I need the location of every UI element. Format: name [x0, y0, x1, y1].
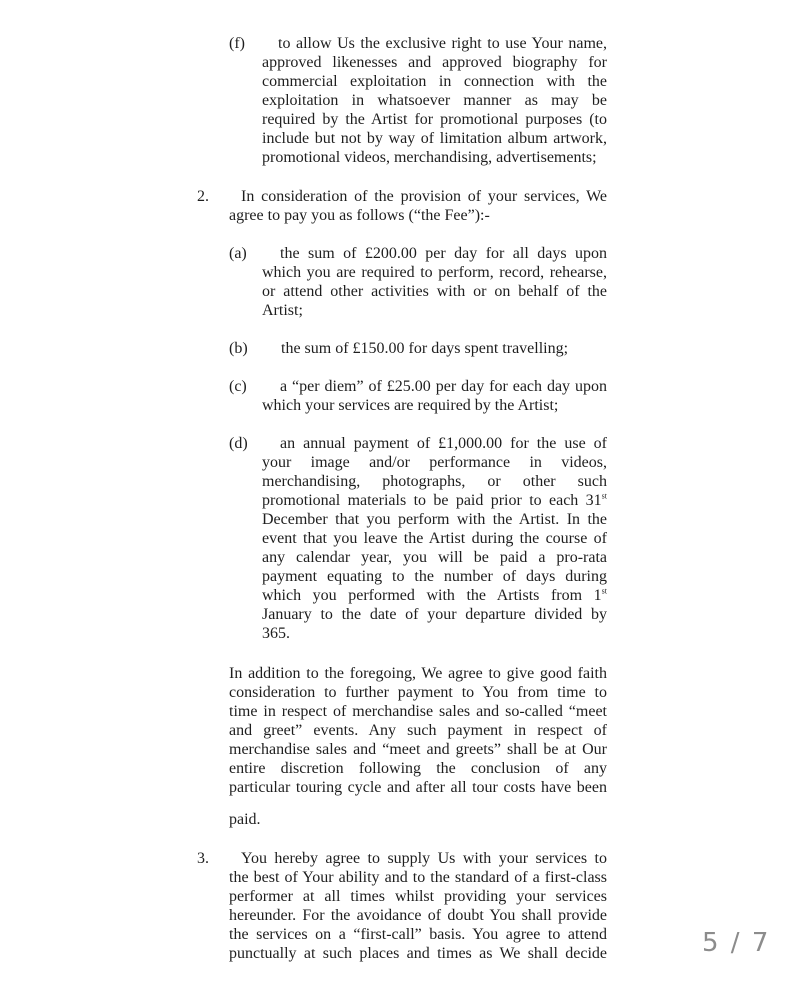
text-line: your image and/or performance in videos,	[262, 454, 607, 471]
ordinal-suffix: st	[601, 586, 607, 596]
text-line: an annual payment of £1,000.00 for the use of	[280, 435, 607, 452]
text-line: 365.	[262, 625, 290, 642]
text-line: commercial exploitation in connection with the	[262, 73, 607, 90]
item-d-label: (d)	[229, 435, 248, 452]
ordinal-suffix: st	[601, 491, 607, 501]
text-line	[262, 491, 607, 510]
text-line: the sum of £200.00 per day for all days upon	[280, 245, 607, 262]
text-line	[262, 586, 607, 605]
text-line: performer at all times whilst providing your services	[229, 888, 607, 905]
text-line: approved likenesses and approved biography for	[262, 54, 607, 71]
clause-3-number: 3.	[197, 850, 209, 867]
text-line: hereunder. For the avoidance of doubt You shall provide	[229, 907, 607, 924]
addition-paragraph-tail: paid.	[229, 811, 261, 828]
text-line: a “per diem” of £25.00 per day for each day upon	[280, 378, 607, 395]
text-line: promotional videos, merchandising, advertisements;	[262, 149, 597, 166]
text-line: which you are required to perform, record, rehearse,	[262, 264, 607, 281]
item-d-text	[262, 434, 607, 643]
text-line: required by the Artist for promotional purposes (to	[262, 111, 607, 128]
clause-2-number: 2.	[197, 188, 209, 205]
text-line: punctually at such places and times as We shall decide	[229, 945, 607, 962]
text-line: which your services are required by the Artist;	[262, 397, 559, 414]
text-line: exploitation in whatsoever manner as may be	[262, 92, 607, 109]
text-line: the services on a “first-call” basis. You agree to attend	[229, 926, 607, 943]
text-line: entire discretion following the conclusion of any	[229, 760, 607, 777]
text-line: December that you perform with the Artist. In the	[262, 511, 607, 528]
page-indicator: 5 / 7	[702, 928, 771, 958]
text-line: In addition to the foregoing, We agree to give good faith	[229, 665, 607, 682]
text-line: payment equating to the number of days during	[262, 568, 607, 585]
item-b-label: (b)	[229, 340, 248, 357]
text-line: In consideration of the provision of your services, We	[241, 188, 607, 205]
text-line: and greet” events. Any such payment in respect of	[229, 722, 607, 739]
item-a-label: (a)	[229, 245, 247, 262]
text-line: event that you leave the Artist during the course of	[262, 530, 607, 547]
text-line: consideration to further payment to You from time to	[229, 684, 607, 701]
item-c-label: (c)	[229, 378, 247, 395]
text-line: merchandising, photographs, or other such	[262, 473, 607, 490]
item-f-label: (f)	[229, 35, 245, 52]
text-line: You hereby agree to supply Us with your services to	[241, 850, 607, 867]
item-f-text	[262, 34, 607, 167]
text-line: merchandise sales and “meet and greets” shall be at Our	[229, 741, 607, 758]
clause-2-intro	[229, 187, 607, 225]
text-line: particular touring cycle and after all tour costs have been	[229, 779, 607, 796]
addition-paragraph	[229, 664, 607, 797]
text-fragment: which you performed with the Artists from 1	[262, 587, 602, 604]
text-line: include but not by way of limitation album artwork,	[262, 130, 607, 147]
text-fragment: promotional materials to be paid prior to each 31	[262, 492, 602, 509]
text-line: time in respect of merchandise sales and so-called “meet	[229, 703, 607, 720]
text-line: to allow Us the exclusive right to use Your name,	[278, 35, 607, 52]
item-b-text: the sum of £150.00 for days spent travelling;	[281, 340, 569, 357]
text-line: the best of Your ability and to the standard of a first-class	[229, 869, 607, 886]
item-a-text	[262, 244, 607, 320]
text-line: agree to pay you as follows (“the Fee”):-	[229, 207, 490, 224]
text-line: or attend other activities with or on behalf of the	[262, 283, 607, 300]
text-line: Artist;	[262, 302, 303, 319]
text-line: any calendar year, you will be paid a pro-rata	[262, 549, 607, 566]
clause-3-text	[229, 849, 607, 963]
item-c-text	[262, 377, 607, 415]
text-line: January to the date of your departure divided by	[262, 606, 607, 623]
